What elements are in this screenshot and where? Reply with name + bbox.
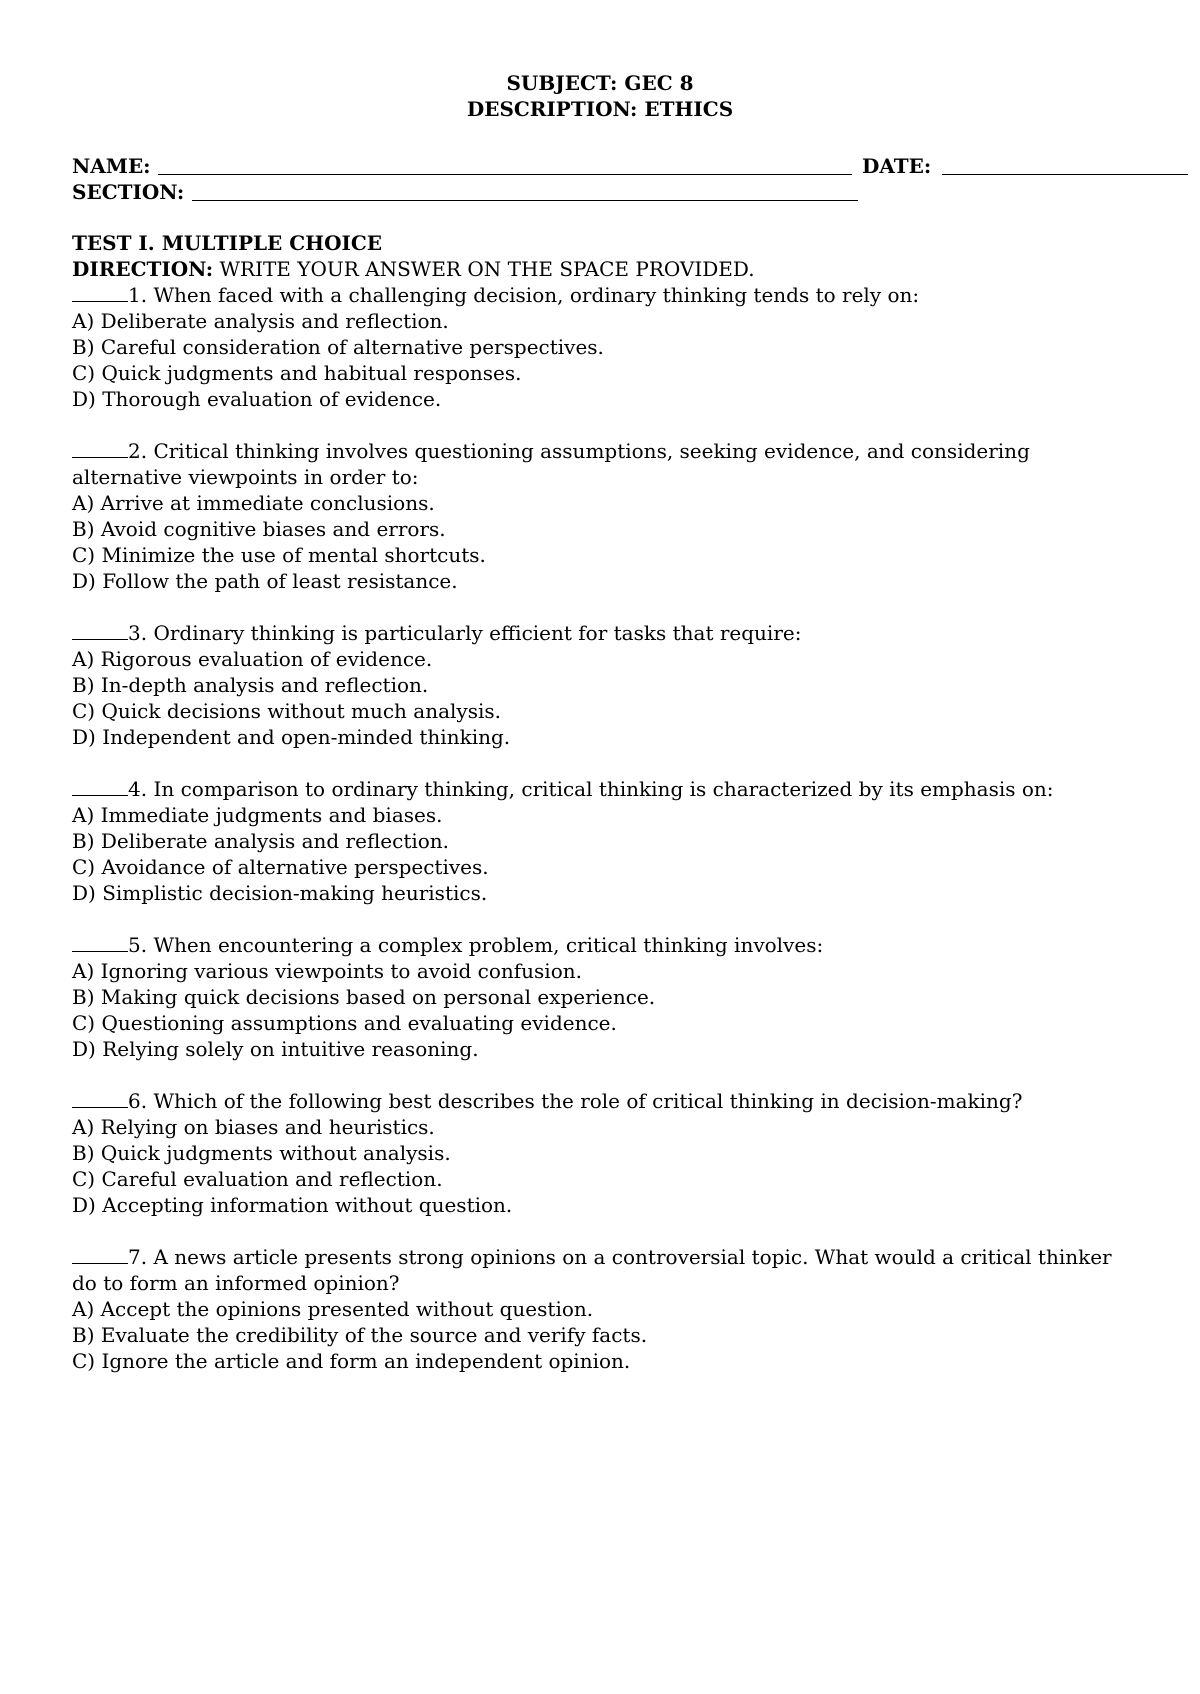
- question-stem: [72, 1244, 1132, 1296]
- choice: B) Avoid cognitive biases and errors.: [72, 517, 446, 541]
- section-label: SECTION:: [72, 180, 185, 204]
- question-stem: [72, 282, 1132, 308]
- choice: C) Quick decisions without much analysis.: [72, 699, 501, 723]
- question-text: 4. In comparison to ordinary thinking, critical thinking is characterized by its emphasis on:: [128, 777, 1054, 801]
- choice: D) Independent and open-minded thinking.: [72, 725, 511, 749]
- question-text: 1. When faced with a challenging decision, ordinary thinking tends to rely on:: [128, 283, 920, 307]
- choice: C) Avoidance of alternative perspectives.: [72, 855, 489, 879]
- choice: D) Thorough evaluation of evidence.: [72, 387, 442, 411]
- question-text: 6. Which of the following best describes the role of critical thinking in decision-making?: [128, 1089, 1023, 1113]
- choice: C) Careful evaluation and reflection.: [72, 1167, 443, 1191]
- question-text: 7. A news article presents strong opinions on a controversial topic. What would a critical thinker do to form an informed opinion?: [72, 1245, 1112, 1295]
- subject-heading: SUBJECT: GEC 8: [506, 71, 694, 95]
- choice: A) Deliberate analysis and reflection.: [72, 309, 449, 333]
- choice: A) Accept the opinions presented without question.: [72, 1297, 594, 1321]
- question-1: [72, 282, 1132, 412]
- section-field[interactable]: [192, 200, 858, 201]
- choice: A) Relying on biases and heuristics.: [72, 1115, 435, 1139]
- question-6: [72, 1088, 1132, 1218]
- choice: D) Follow the path of least resistance.: [72, 569, 458, 593]
- name-date-row: [72, 154, 1132, 180]
- question-stem: [72, 438, 1132, 490]
- question-5: [72, 932, 1132, 1062]
- document-header: [0, 70, 1200, 122]
- choice: B) Deliberate analysis and reflection.: [72, 829, 450, 853]
- answer-blank[interactable]: [72, 283, 128, 302]
- test-title: TEST I. MULTIPLE CHOICE: [72, 231, 383, 255]
- question-7: [72, 1244, 1132, 1374]
- choice: C) Quick judgments and habitual responses.: [72, 361, 522, 385]
- choice: B) Making quick decisions based on personal experience.: [72, 985, 656, 1009]
- question-text: 2. Critical thinking involves questioning assumptions, seeking evidence, and considering alternative viewpoints in order to:: [72, 439, 1030, 489]
- choice: B) Quick judgments without analysis.: [72, 1141, 451, 1165]
- name-label: NAME:: [72, 154, 151, 178]
- direction-text: WRITE YOUR ANSWER ON THE SPACE PROVIDED.: [213, 257, 755, 281]
- choice: B) Careful consideration of alternative perspectives.: [72, 335, 604, 359]
- date-label: DATE:: [862, 154, 932, 178]
- choice: B) In-depth analysis and reflection.: [72, 673, 429, 697]
- choice: C) Minimize the use of mental shortcuts.: [72, 543, 486, 567]
- choice: C) Ignore the article and form an independent opinion.: [72, 1349, 631, 1373]
- choice: A) Immediate judgments and biases.: [72, 803, 443, 827]
- choice: A) Arrive at immediate conclusions.: [72, 491, 435, 515]
- choice: A) Rigorous evaluation of evidence.: [72, 647, 433, 671]
- question-stem: [72, 1088, 1132, 1114]
- description-heading: DESCRIPTION: ETHICS: [466, 97, 734, 121]
- question-2: [72, 438, 1132, 594]
- answer-blank[interactable]: [72, 1245, 128, 1264]
- question-3: [72, 620, 1132, 750]
- question-text: 3. Ordinary thinking is particularly efficient for tasks that require:: [128, 621, 802, 645]
- direction-label: DIRECTION:: [72, 257, 214, 281]
- choice: D) Simplistic decision-making heuristics.: [72, 881, 488, 905]
- answer-blank[interactable]: [72, 1089, 128, 1108]
- question-text: 5. When encountering a complex problem, critical thinking involves:: [128, 933, 824, 957]
- question-stem: [72, 620, 1132, 646]
- choice: B) Evaluate the credibility of the source and verify facts.: [72, 1323, 648, 1347]
- question-stem: [72, 776, 1132, 802]
- direction-line: [72, 256, 755, 282]
- choice: D) Relying solely on intuitive reasoning.: [72, 1037, 479, 1061]
- question-4: [72, 776, 1132, 906]
- choice: A) Ignoring various viewpoints to avoid confusion.: [72, 959, 582, 983]
- answer-blank[interactable]: [72, 933, 128, 952]
- question-list: [72, 282, 1132, 1400]
- name-field[interactable]: [158, 174, 852, 175]
- date-field[interactable]: [942, 174, 1188, 175]
- answer-blank[interactable]: [72, 621, 128, 640]
- question-stem: [72, 932, 1132, 958]
- choice: D) Accepting information without question.: [72, 1193, 513, 1217]
- answer-blank[interactable]: [72, 439, 128, 458]
- section-row: [72, 180, 1132, 206]
- answer-blank[interactable]: [72, 777, 128, 796]
- choice: C) Questioning assumptions and evaluating evidence.: [72, 1011, 617, 1035]
